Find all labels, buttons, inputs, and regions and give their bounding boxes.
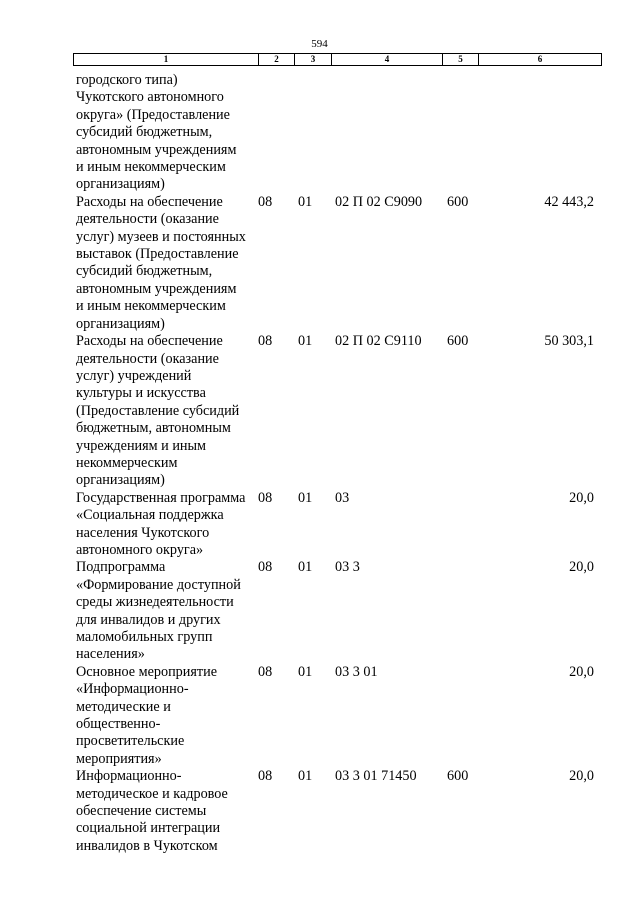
column-header-2: 2 <box>259 54 295 66</box>
budget-table-body <box>0 72 639 855</box>
table-row <box>0 559 639 663</box>
page-number: 594 <box>311 38 328 50</box>
section-code: 08 <box>258 333 273 350</box>
amount: 20,0 <box>569 663 594 680</box>
subsection-code: 01 <box>298 663 313 680</box>
subsection-code: 01 <box>298 489 313 506</box>
subsection-code: 01 <box>298 559 313 576</box>
column-header-3: 3 <box>295 54 332 66</box>
table-row <box>0 333 639 490</box>
amount: 50 303,1 <box>544 333 594 350</box>
table-row <box>0 768 639 855</box>
column-header-table <box>73 53 602 66</box>
target-article-code: 02 П 02 С9110 <box>335 333 422 350</box>
table-row <box>0 72 639 194</box>
target-article-code: 02 П 02 С9090 <box>335 193 423 210</box>
section-code: 08 <box>258 489 273 506</box>
expense-type-code: 600 <box>447 193 469 210</box>
item-name: Расходы на обеспечение деятельности (оказание услуг) музеев и постоянных выставок (Предоставление субсидий бюджетным, автономным учреждениям и иным некоммерческим организациям) <box>76 193 246 332</box>
section-code: 08 <box>258 559 273 576</box>
amount: 42 443,2 <box>544 193 594 210</box>
subsection-code: 01 <box>298 768 313 785</box>
target-article-code: 03 <box>335 489 350 506</box>
item-name: Расходы на обеспечение деятельности (оказание услуг) учреждений культуры и искусства (Предоставление субсидий бюджетным, автономным учреждениям и иным некоммерческим организациям) <box>76 333 240 489</box>
item-name: Основное мероприятие «Информационно- методические и общественно- просветительские мероприятия» <box>76 663 217 767</box>
target-article-code: 03 3 <box>335 559 360 576</box>
expense-type-code: 600 <box>447 333 469 350</box>
item-name: Подпрограмма «Формирование доступной среды жизнедеятельности для инвалидов и других маломобильных групп населения» <box>76 559 241 663</box>
item-name: Информационно- методическое и кадровое обеспечение системы социальной интеграции инвалидов в Чукотском <box>76 768 228 854</box>
table-row <box>0 194 639 333</box>
subsection-code: 01 <box>298 333 313 350</box>
amount: 20,0 <box>569 559 594 576</box>
table-row <box>0 490 639 560</box>
target-article-code: 03 3 01 <box>335 663 378 680</box>
subsection-code: 01 <box>298 193 313 210</box>
column-header-1: 1 <box>74 54 259 66</box>
section-code: 08 <box>258 193 273 210</box>
item-name: Государственная программа «Социальная поддержка населения Чукотского автономного округа» <box>76 489 246 558</box>
item-name: городского типа) Чукотского автономного округа» (Предоставление субсидий бюджетным, автономным учреждениям и иным некоммерческим организациям) <box>76 72 237 193</box>
target-article-code: 03 3 01 71450 <box>335 768 417 785</box>
expense-type-code: 600 <box>447 768 469 785</box>
section-code: 08 <box>258 663 273 680</box>
amount: 20,0 <box>569 489 594 506</box>
column-header-5: 5 <box>443 54 479 66</box>
column-header-6: 6 <box>479 54 602 66</box>
table-row <box>0 664 639 768</box>
column-header-row <box>74 54 602 66</box>
column-header-4: 4 <box>332 54 443 66</box>
amount: 20,0 <box>569 768 594 785</box>
section-code: 08 <box>258 768 273 785</box>
